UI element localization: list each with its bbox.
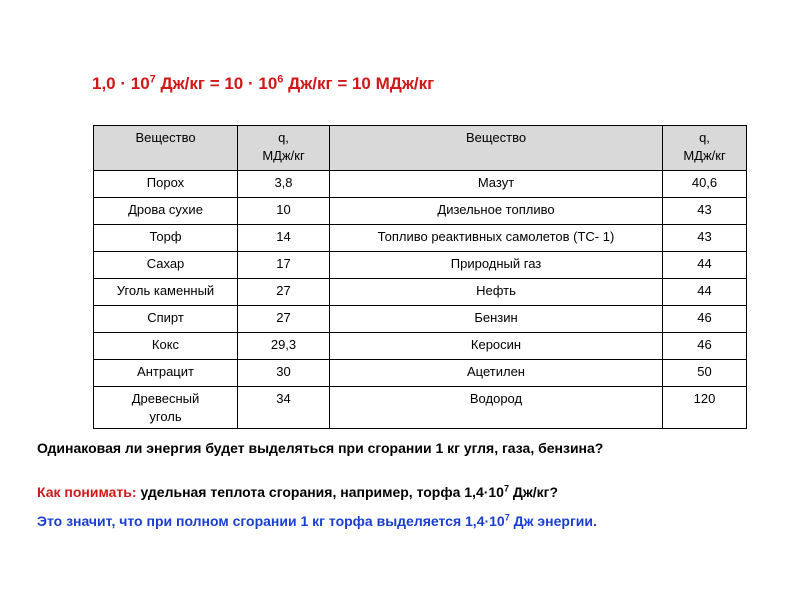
table-row <box>94 198 747 225</box>
cell-substance: Антрацит <box>94 360 238 387</box>
cell-q: 120 <box>663 387 747 429</box>
how-lead-label: Как понимать: <box>37 484 137 500</box>
cell-q: 27 <box>238 306 330 333</box>
header-substance-left: Вещество <box>94 126 238 171</box>
meaning-tail: Дж энергии. <box>509 513 597 529</box>
cell-substance: Мазут <box>330 171 663 198</box>
formula-exponent-1: 7 <box>149 73 156 86</box>
cell-q: 30 <box>238 360 330 387</box>
header-substance-right: Вещество <box>330 126 663 171</box>
cell-substance: Древесный уголь <box>94 387 238 429</box>
cell-substance: Топливо реактивных самолетов (ТС- 1) <box>330 225 663 252</box>
cell-substance: Спирт <box>94 306 238 333</box>
cell-q: 50 <box>663 360 747 387</box>
cell-substance: Сахар <box>94 252 238 279</box>
cell-substance: Уголь каменный <box>94 279 238 306</box>
cell-substance: Природный газ <box>330 252 663 279</box>
header-q-left: q, МДж/кг <box>238 126 330 171</box>
cell-q: 27 <box>238 279 330 306</box>
cell-q: 44 <box>663 252 747 279</box>
header-q-right: q, МДж/кг <box>663 126 747 171</box>
cell-substance: Водород <box>330 387 663 429</box>
cell-substance: Нефть <box>330 279 663 306</box>
table-row <box>94 387 747 429</box>
cell-q: 46 <box>663 333 747 360</box>
cell-substance: Бензин <box>330 306 663 333</box>
table-row <box>94 252 747 279</box>
cell-substance: Порох <box>94 171 238 198</box>
how-text: удельная теплота сгорания, например, торфа 1,4·10 <box>136 484 504 500</box>
how-to-understand-line <box>37 484 558 500</box>
conversion-formula <box>92 74 434 94</box>
cell-substance: Керосин <box>330 333 663 360</box>
cell-substance: Кокс <box>94 333 238 360</box>
cell-q: 29,3 <box>238 333 330 360</box>
table-row <box>94 306 747 333</box>
cell-q: 34 <box>238 387 330 429</box>
cell-q: 44 <box>663 279 747 306</box>
how-exponent: 7 <box>503 483 509 494</box>
meaning-exponent: 7 <box>504 512 510 523</box>
table-row <box>94 333 747 360</box>
formula-part-1: 1,0 · 10 <box>92 74 150 93</box>
cell-q: 14 <box>238 225 330 252</box>
cell-substance: Торф <box>94 225 238 252</box>
table-row <box>94 279 747 306</box>
cell-q: 3,8 <box>238 171 330 198</box>
formula-exponent-2: 6 <box>277 73 284 86</box>
question-text: Одинаковая ли энергия будет выделяться при сгорании 1 кг угля, газа, бензина? <box>37 440 604 456</box>
cell-q: 10 <box>238 198 330 225</box>
formula-part-2: Дж/кг = 10 · 10 <box>155 74 278 93</box>
cell-q: 43 <box>663 198 747 225</box>
cell-q: 40,6 <box>663 171 747 198</box>
cell-q: 46 <box>663 306 747 333</box>
cell-substance: Дизельное топливо <box>330 198 663 225</box>
how-unit: Дж/кг? <box>508 484 559 500</box>
table-header-row <box>94 126 747 171</box>
table-row <box>94 360 747 387</box>
meaning-line <box>37 513 597 529</box>
table-row <box>94 171 747 198</box>
cell-substance: Ацетилен <box>330 360 663 387</box>
cell-substance: Дрова сухие <box>94 198 238 225</box>
table-row <box>94 225 747 252</box>
cell-q: 43 <box>663 225 747 252</box>
cell-q: 17 <box>238 252 330 279</box>
formula-part-3: Дж/кг = 10 МДж/кг <box>283 74 435 93</box>
meaning-text: Это значит, что при полном сгорании 1 кг торфа выделяется 1,4·10 <box>37 513 505 529</box>
heat-of-combustion-table <box>93 125 747 429</box>
